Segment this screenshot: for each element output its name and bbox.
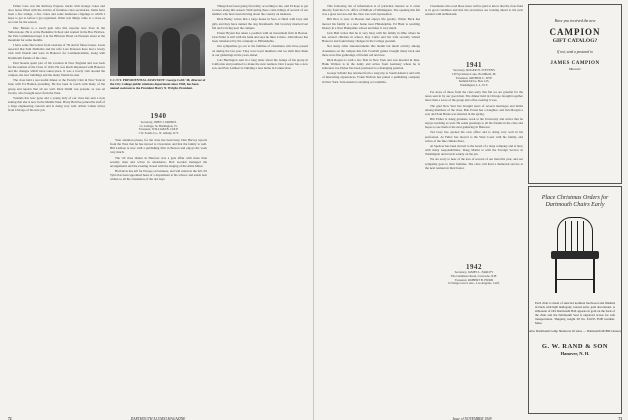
ad-body: Each chair is made of selected northern hardwood and finished in black with light mahogany colored arms, gold decorations. A silhouette of Old Dartmouth Hall appears in gold on the back of the chair and the Dartmouth Seal is engraved across for safe transportation. Shipping weight 28 lbs. $19.95 FOB Gardner, Mass. xyxy=(535,301,615,325)
page-number: 72 xyxy=(8,417,12,420)
paragraph: Ted Gray has opened his own office and is doing very well in his profession. Al Fuller has moved to the West Coast with his family, and writes of the fine climate there. xyxy=(425,130,523,143)
class-year: 1941 xyxy=(466,61,482,69)
address-line: 9 Orange Grove Ave., Los Angeles, Calif. xyxy=(448,281,500,286)
class-1942-section xyxy=(425,262,523,408)
ad-store-name: JAMES CAMPION xyxy=(550,61,600,66)
photo-figure xyxy=(140,32,158,76)
class-secretary-block xyxy=(110,112,207,136)
left-column-1 xyxy=(8,4,105,408)
ad-brand: CAMPION xyxy=(549,27,601,37)
column-top-text xyxy=(425,4,523,64)
chair-seat xyxy=(551,251,599,259)
chair-illustration-icon xyxy=(545,217,605,295)
paragraph: Your attention please, for the class has been busy. Dan Harvey reports from the West that he has moved to Cleveland, and that the family is well. Bill Lathrop is now with a publishing firm in Boston and enjoys his work very much. xyxy=(110,137,207,155)
paragraph: The '20 class dinner in Hanover was a gala affair with more than seventy men and wives in attendance. Bob Gordon managed the arrangements and the evening closed with the singing of the Alma Mater. xyxy=(110,155,207,168)
paragraph: I have some fine letters from veterans of '39 and in future issues. Louis reported that Sam Zimbalist and his wife Lois Peterson have had a lovely visit with friends and were in Hanover for Commencement, along with Dartmouth friends of the class. xyxy=(8,43,105,60)
secretary-line: Secretary, JOHN J. MONKS xyxy=(140,119,177,124)
treasurer-line: Treasurer, WILLIAM B. COLE xyxy=(138,127,179,132)
paragraph: Father Cass was the Railway Express trucks with strange crates and door boxes filled with the articles of furniture class secretaries. Items have been a few strings, a few crates and some numerous clippings to which I hope to get to before I get organized. Other real things came to a close as we read for the season. xyxy=(8,4,105,25)
left-column-2 xyxy=(110,112,207,408)
group-photo xyxy=(110,8,205,76)
paragraph: Yolande has now gone and a young lady of our class has sent a note stating that she is now in the Middle West. Harry Bell has joined the staff of a large engineering concern and is doing very well. Albert Cohen writes from Chicago of his new job. xyxy=(8,95,105,113)
paragraph: Not many other announcements this month but much activity among classmates on the campus this fall. Football games brought many back and there were fine gatherings of friends old and new. xyxy=(322,44,420,57)
paragraph: Mac Barnes is a swell gent who this reporter now lives in the Yellowstone. He is at the Berkshire School and wanted in the Bar. Hollace, the Yale Commission kept it in the Hillcrest Hotel on Pleasant street at the mountain for some months. xyxy=(8,25,105,42)
paragraph: Bill Rice is now in Boston and enjoys life greatly. Walter Beck has moved his family to a new home near Philadelphia. Ed Hunt is teaching history in a New Hampshire school and likes it very much. xyxy=(322,17,420,30)
magazine-title: DARTMOUTH ALUMNI MAGAZINE xyxy=(130,417,186,420)
ad-shop-name: G. W. RAND & SON xyxy=(541,343,609,350)
issue-title: Issue of NOVEMBER 1949 xyxy=(452,417,492,420)
address-line: Summit Drive, Box 125, xyxy=(458,79,490,84)
ad-brand-sub: GIFT CATALOG? xyxy=(552,38,598,44)
left-column-3 xyxy=(212,4,308,408)
paragraph: Things have been going favorably, according to me, and I'd hope to get to news along this season. With spring there come tidings of several of our number who have been moving about the country on business. xyxy=(212,4,308,17)
paragraph: We are sorry to hear of the loss of several of our men this year, and our sympathy goes to their families. The class will hold a memorial service at the next reunion in their honor. xyxy=(425,157,523,170)
paragraph: Paul Stearns spent part of his vacation in New England and was back for the reunion of the Class of 1916. He was much impressed with Hanover and the changes which have taken place. It was a lovely visit around the campus, the new buildings and the many friends he met. xyxy=(8,60,105,78)
paragraph: The glad New Year has brought news of several marriages and births among members of the class. Bob Evans has a daughter, and Jim Morgan a son; and Paul Burns was married in the spring. xyxy=(425,103,523,116)
paragraph: This following list of information is of particular interest as it came directly from the U.S. office of DuPont of Wilmington. The opening this fall was a great success and the class was well represented. xyxy=(322,4,420,17)
paragraph: Classmates who read these notes will be glad to know that the class fund is in good condition and that the secretaries are looking ahead to the next reunion with enthusiasm. xyxy=(425,4,523,17)
address-line: Washington, L.I., N.Y. xyxy=(460,83,488,88)
page-number: 73 xyxy=(618,417,622,420)
chair-rung xyxy=(557,279,593,280)
chair-back xyxy=(557,217,593,251)
class-year: 1942 xyxy=(466,263,482,271)
photo-figure xyxy=(162,28,180,76)
campion-catalog-ad xyxy=(528,4,622,184)
paragraph: Al Spencer has been elected to the board of a large company and is busy with many responsibilities. Doug Martin is with the Foreign Service in Washington and travels widely on the job. xyxy=(425,143,523,157)
ad-note: Also Dartmouth Lamp Shades in all sizes — Dartmouth McBill Glasses xyxy=(529,329,621,333)
right-page xyxy=(314,0,628,420)
chair-leg xyxy=(555,259,557,293)
secretary-line: Secretary, JAMES L. FARLEY xyxy=(454,270,494,275)
address-line: 1 W. Fonda Co., N. Albany, N.Y. xyxy=(138,131,179,136)
paragraph: Our sympathies go out to the families of classmates who have passed on during the last year. They were loyal members and we shall miss them at our gatherings in the years ahead. xyxy=(212,44,308,57)
right-column-1 xyxy=(322,4,420,408)
treasurer-line: Treasurer, ARTHUR C. DYE xyxy=(455,75,493,80)
paragraph: Dick Bailey writes that a large house in Saco is filled with boys and girls and they have named the dog Dartmouth. Jim Crowley married last fall and is living near the campus. xyxy=(212,17,308,30)
paragraph: Bill Fisher is doing graduate work at the University and writes that he enjoys teaching as well. He sends greetings to all his friends in the class and hopes to see them at the next gathering in Hanover. xyxy=(425,117,523,130)
paragraph: George Schultz has returned from a long trip to South America and tells of interesting experiences. Frank Nichols has joined a publishing company in New York. Tom Austin is studying at Columbia. xyxy=(322,71,420,84)
paragraph: Carl Harrington sent in a long letter about the doings of his group in California and promised to make the next reunion. Don Cooper has a new son, and Pete Lambert is building a new home in Connecticut. xyxy=(212,57,308,71)
paragraph: The class held a successful dinner at the Faculty Club in New York in June with Ed Hanlon presiding. He has been in touch with many of the group and reports that all are well. Dick Smith was present, as was Al Jacobs, who brought news from the West. xyxy=(8,78,105,95)
class-secretary-block xyxy=(425,69,523,88)
paragraph: Dick Rogers is with a law firm in New York and was married in June. Hank Wallace is in the Army and writes from Germany where he is stationed. Joe Parker has been promoted to a managing position. xyxy=(322,57,420,71)
dartmouth-chairs-ad xyxy=(528,186,622,414)
ad-shop-town: Hanover, N. H. xyxy=(560,351,590,356)
class-secretary-block xyxy=(425,271,523,286)
paragraph: Jack Hall writes that he is very busy with his family in Ohio where he has several children in school. Ray Curtis and his wife recently visited Hanover and found many changes in the College grounds. xyxy=(322,30,420,44)
chair-spindle xyxy=(577,221,578,251)
ad-headline: Place Christmas Orders for Dartmouth Chairs Early xyxy=(541,195,609,208)
address-line: The Glenmore Road, Concorde, N.H. xyxy=(450,273,498,278)
ad-instruction: If not, send a postcard to xyxy=(557,50,593,54)
photo-figure xyxy=(182,34,200,76)
address-line: c/o College, St. Burlington, Vt. xyxy=(139,123,178,128)
secretary-line: Secretary, ROGER H. STEVENS xyxy=(453,68,495,73)
paragraph: Ernest Bryant has taken a position with an investment firm in Boston. Jack Fuller is still with the bank and says he likes it there. John Moore has been transferred by the company to Philadelphia. xyxy=(212,30,308,44)
ad-question: Have you received the new xyxy=(554,19,596,23)
treasurer-line: Treasurer, ROBERT B. HURD xyxy=(454,277,494,282)
chair-spindle xyxy=(583,221,584,251)
chair-spindle xyxy=(571,221,572,251)
photo-figure xyxy=(118,26,136,76)
address-line: 139 Sycamore Lane, Northfield, Ill. xyxy=(451,71,497,76)
chair-spindle xyxy=(565,221,566,251)
paragraph: For news of those from the class early this fall we are grateful for the notes sent in by our good men. The dinner held in Chicago brought together more than a score of the group and a fine evening it was. xyxy=(425,90,523,103)
paragraph: Hal Davis has left for Europe on business, and will return in the fall. Ed Tyler has been appointed head of a department at his school, and sends best wishes to all his classmates of the old days. xyxy=(110,169,207,182)
class-1941-section xyxy=(425,60,523,260)
ad-store-place: Hanover xyxy=(569,67,581,71)
chair-leg xyxy=(593,259,595,293)
class-year: 1940 xyxy=(150,112,167,120)
photo-caption: C.C.N.Y. PRESIDENTIAL ASSISTANT: George Cobb '48, director of the City College public relations department since 1948, has been named assistant to the President Harry N. Wright, President. xyxy=(110,78,206,90)
